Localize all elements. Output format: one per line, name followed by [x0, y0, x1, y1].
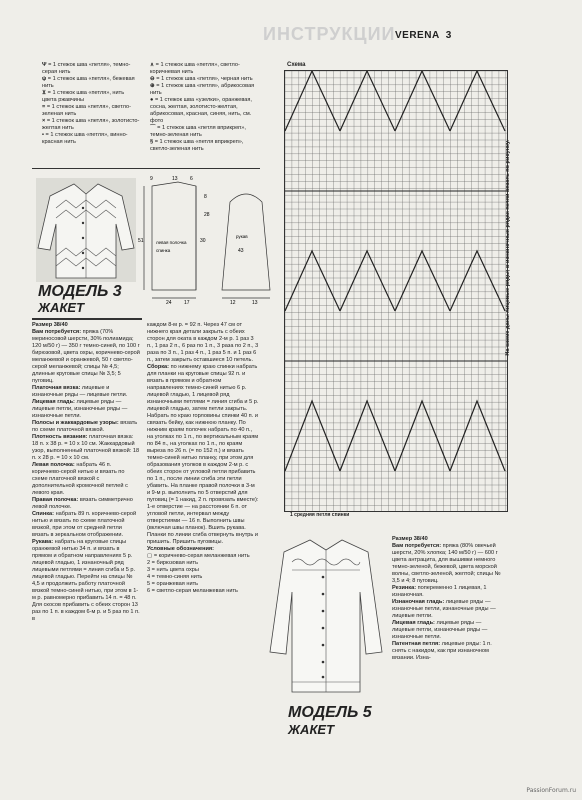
dim-label: 24	[166, 300, 172, 304]
model3-col2	[147, 322, 259, 595]
legend-item: ∧ = 1 стежок шва «петля», светло-коричневая нить	[150, 62, 240, 75]
col1-para: Лицевая гладь: лицевые ряды — лицевые петли, изнаночные ряды — изнаночные петли.	[32, 399, 128, 419]
legend-item: § = 1 стежок шва «петля вприкреп», светло-зеленая нить	[150, 139, 244, 152]
dim-label: 9	[150, 176, 153, 182]
legend-item: Ψ = 1 стежок шва «петля», темно-серая нить	[42, 62, 131, 75]
chart-grid	[285, 71, 507, 511]
col1-para: Платочная вязка: лицевые и изнаночные ряды — лицевые петли.	[32, 385, 128, 398]
col1-para: Вам потребуется: пряжа (70% мериносовой шерсти, 30% полиамида; 120 м/50 г) — 350 г темно-синей, по 100 г бирюзовой, цвета охры, коричнево-серой меланжевой и оранжевой, 50 г светло-серой меланжевой; спицы № 4,5; длинные круговые спицы № 3,5; 5 пуговиц.	[32, 329, 140, 384]
watermark: PassionForum.ru	[526, 787, 576, 794]
dim-label: 30	[200, 238, 206, 244]
col1-para: Плотность вязания: платочная вязка: 18 п. x 38 р. = 10 x 10 см. Жаккардовый узор, выполненный платочной вязкой: 18 п. x 28 р. = 10 x 10 см.	[32, 434, 140, 461]
dim-label: 17	[184, 300, 190, 304]
legend-item: ψ = 1 стежок шва «петля», бежевая нить	[42, 76, 135, 89]
model5-title: МОДЕЛЬ 5	[288, 704, 372, 721]
jacket5-illustration	[266, 532, 386, 702]
col1-para: Рукава: набрать на круговые спицы оранжевой нитью 34 п. и вязать в прямом и обратном направлениях 5 р. лицевой гладью, 1 изнаночный ряд лицевыми петлями = линия сгиба и 5 р. лицевой гладью. Перейти на спицы № 4,5 и продолжить работу платочной вязкой темно-синей нитью, при этом в 1-м р. равномерно прибавить 14 п. = 48 п. Для скосов прибавить с обеих сторон 13 раз по 1 п. в каждом 6-м р. и 5 раз по 1 п. в	[32, 539, 140, 622]
m5-para: Резинка: попеременно 1 лицевая, 1 изнаночная.	[392, 585, 487, 598]
dim-label: 6	[190, 176, 193, 182]
symbol-item: 4 = темно-синяя нить	[147, 574, 203, 580]
divider	[32, 318, 142, 320]
dim-label: 28	[204, 212, 210, 218]
jacket-illustration	[36, 178, 136, 282]
model3-subtitle: ЖАКЕТ	[38, 300, 85, 315]
symbol-item: ▢ = коричнево-серая меланжевая нить	[147, 553, 250, 559]
pattern-pieces	[138, 172, 278, 304]
model3-col1	[32, 322, 140, 623]
piece-label: спинка	[156, 248, 171, 253]
divider	[32, 168, 260, 169]
legend-item: × = 1 стежок шва «петля», золотисто-желтая нить	[42, 118, 140, 131]
knitting-chart	[284, 70, 508, 512]
m5-para: Изнаночная гладь: лицевые ряды — изнаночные петли, изнаночные ряды — лицевые петли.	[392, 599, 496, 619]
schema-title: Схема	[287, 62, 306, 68]
dim-label: 51	[138, 238, 144, 244]
legend-item: = = 1 стежок шва «петля», светло-зеленая нить	[42, 104, 131, 117]
page-header	[263, 24, 452, 44]
dim-label: 8	[204, 194, 207, 200]
model3-size: Размер 38/40	[32, 322, 68, 328]
symbol-item: 2 = бирюзовая нить	[147, 560, 199, 566]
schema-footer: 1 средняя петля спинки	[290, 512, 350, 518]
model5-size: Размер 38/40	[392, 536, 428, 542]
legend-mid	[150, 62, 260, 153]
col1-para: Спинка: набрать 89 п. коричнево-серой нитью и вязать по схеме платочной вязкой, при этом от средней петли вязать в зеркальном отображении.	[32, 511, 137, 538]
m5-para: Лицевая гладь: лицевые ряды — лицевые петли, изнаночные ряды — изнаночные петли.	[392, 620, 488, 640]
model3-title: МОДЕЛЬ 3	[38, 283, 122, 300]
schema-side-note	[505, 140, 525, 356]
legend-item: ⌒ = 1 стежок шва «петля вприкреп», темно-зеленая нить	[150, 125, 246, 138]
dim-label: 13	[252, 300, 258, 304]
piece-label: рукав	[236, 234, 248, 239]
symbol-item: 5 = оранжевая нить	[147, 581, 199, 587]
side-note-line: На схеме даны лицевые ряды; в изнаночных рядах петли вязать по рисунку.	[505, 140, 511, 356]
page-number: 3	[445, 30, 452, 41]
symbol-item: 3 = нить цвета охры	[147, 567, 199, 573]
m5-para: Патентная петля: лицевые ряды: 1 п. снять с накидом, как при изнаночном вязании. Изна-	[392, 641, 492, 661]
dim-label: 43	[238, 248, 244, 254]
symbol-item: 6 = светло-серая меланжевая нить	[147, 588, 238, 594]
model5-subtitle: ЖАКЕТ	[288, 722, 335, 737]
legend-item: ⊻ = 1 стежок шва «петля», нить цвета ржавчины	[42, 90, 125, 103]
col2-para: каждом 8-м р. = 92 п. Через 47 см от нижнего края детали закрыть с обеих сторон для оката в каждом 2-м р. 1 раз 3 п., 1 раз 2 п., 6 раз по 1 п., 3 раза по 2 п., 3 раза по 3 п., 1 раз 4 п., 1 раз 5 п. и 1 раз 6 п., затем закрыть оставшиеся 10 петель.	[147, 322, 259, 363]
dim-label: 12	[230, 300, 236, 304]
dim-label: 13	[172, 176, 178, 182]
model5-text	[392, 536, 504, 662]
legend-item: ⊖ = 1 стежок шва «петля», черная нить	[150, 76, 253, 82]
col1-para: Левая полочка: набрать 46 п. коричнево-серой нитью и вязать по схеме платочной вязкой с дополнительной кромочной петлей с левого края.	[32, 462, 128, 496]
legend-item: • = 1 стежок шва «петля», винно-красная нить	[42, 132, 128, 145]
header-ghost-title: ИНСТРУКЦИИ	[263, 24, 396, 44]
col2-para: Сборка: по нижнему краю спинки набрать для планки на круговые спицы 92 п. и вязать в прямом и обратном направлениях темно-синей нитью 6 р. лицевой гладью, 1 лицевой ряд изнаночными петлями = линия сгиба и 5 р. лицевой гладью, затем петли закрыть. Набрать по краю горловины спинки 40 п. и связать бейку, как нижнюю планку. По нижним краям полочек набрать по 40 п., на уголках по 1 п., по вертикальным краям по 84 п., на уголках по 1 п., по краям выреза по 26 п. (= по 152 п.) и вязать темно-синей нитью планку, при этом для образования уголков в каждом 2-м р. с обеих сторон от угловой петли прибавить по 1 п., после линии сгиба эти петли убавить. На планке правой полочки в 3-м и 9-м р. выполнить по 5 отверстий для пуговиц (= 1 накид, 2 п. провязать вместе): 1-е отверстие — на расстоянии 6 п. от угловой петли, интервал между отверстиями — 16 п. Выполнить швы (включая швы планок). Вшить рукава. Планки по линии сгиба отвернуть внутрь и пришить. Пришить пуговицы.	[147, 364, 259, 545]
col1-para: Правая полочка: вязать симметрично левой полочке.	[32, 497, 133, 510]
legend-left	[42, 62, 140, 146]
legend-item: ⊕ = 1 стежок шва «петля», абрикосовая нить	[150, 83, 255, 96]
col2-para: Условные обозначения:	[147, 546, 215, 552]
legend-item: ● = 1 стежок шва «узелки», оранжевая, сосна, желтая, золотисто-желтая, абрикосовая, красная, синяя, нить, см. фото	[150, 97, 252, 124]
brand: VERENA	[395, 30, 440, 41]
piece-label: левая полочка	[156, 240, 187, 245]
col1-para: Полосы и жаккардовые узоры: вязать по схеме платочной вязкой.	[32, 420, 138, 433]
m5-para: Вам потребуется: пряжа (80% овечьей шерсти, 20% хлопка; 140 м/50 г) — 600 г цвета антрацита, для вышивки немного темно-зеленой, бежевой, цвета морской волны, светло-зеленой, желтой; спицы № 3,5 и 4; 8 пуговиц.	[392, 543, 501, 584]
